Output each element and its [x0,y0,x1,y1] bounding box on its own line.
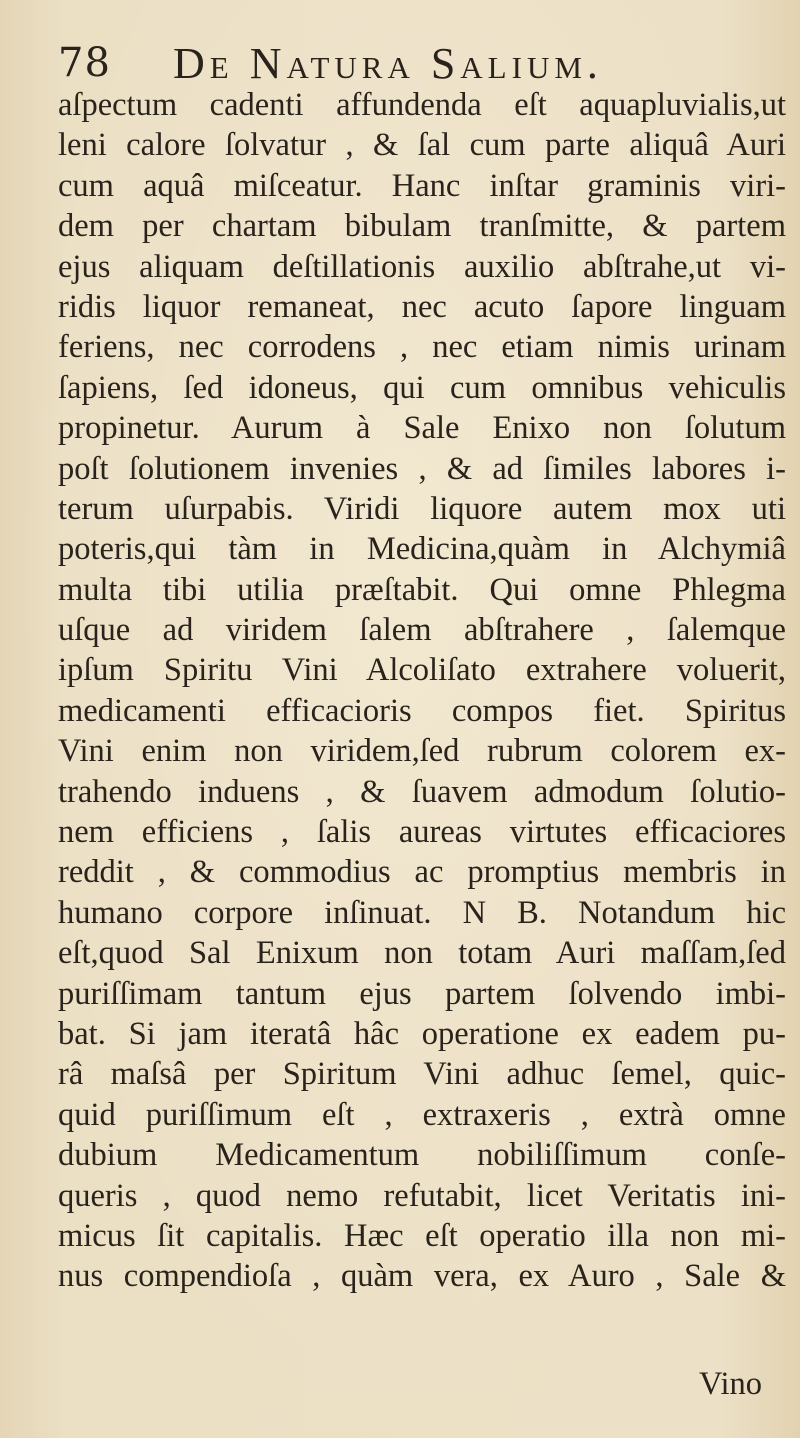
text-line: reddit , & commodius ac promptius membris in [58,854,786,891]
text-line: puriſſimam tantum ejus partem ſolvendo imbi- [58,975,786,1012]
text-line: medicamenti efficacioris compos fiet. Spiritus [58,692,786,729]
page-header [58,38,758,90]
text-line: terum uſurpabis. Viridi liquore autem mox uti [58,490,786,527]
text-line: Vini enim non viridem,ſed rubrum colorem ex- [58,733,786,770]
text-line: aſpectum cadenti affundenda eſt aquapluvialis,ut [58,87,786,123]
text-line: nus compendioſa , quàm vera, ex Auro , Sale & [58,1258,786,1295]
text-line: ipſum Spiritu Vini Alcoliſato extrahere voluerit, [58,652,786,689]
page-number: 78 [58,40,111,86]
text-line: nem efficiens , ſalis aureas virtutes efficaciores [58,814,786,851]
text-line: quid puriſſimum eſt , extraxeris , extrà omne [58,1096,786,1133]
running-head: De Natura Salium. [173,39,603,88]
text-line: dem per chartam bibulam tranſmitte, & partem [58,208,786,245]
text-line: râ maſsâ per Spiritum Vini adhuc ſemel, quic- [58,1056,786,1093]
text-line: humano corpore inſinuat. N B. Notandum hic [58,894,786,931]
catchword: Vino [699,1366,763,1402]
text-line: eſt,quod Sal Enixum non totam Auri maſſam,ſed [58,935,786,972]
text-line: trahendo induens , & ſuavem admodum ſolutio- [58,773,786,810]
text-line: ejus aliquam deſtillationis auxilio abſtrahe,ut vi- [58,248,786,285]
text-line: feriens, nec corrodens , nec etiam nimis urinam [58,329,786,366]
text-line: poteris,qui tàm in Medicina,quàm in Alchymiâ [58,531,786,568]
text-line: ſapiens, ſed idoneus, qui cum omnibus vehiculis [58,369,786,406]
text-line: micus ſit capitalis. Hæc eſt operatio illa non mi- [58,1217,786,1254]
text-line: poſt ſolutionem invenies , & ad ſimiles labores i- [58,450,786,487]
text-line: leni calore ſolvatur , & ſal cum parte aliquâ Auri [58,127,786,164]
text-line: cum aquâ miſceatur. Hanc inſtar graminis viri- [58,167,786,204]
text-line: ridis liquor remaneat, nec acuto ſapore linguam [58,288,786,325]
text-line: uſque ad viridem ſalem abſtrahere , ſalemque [58,612,786,649]
text-line: propinetur. Aurum à Sale Enixo non ſolutum [58,410,786,447]
text-line: dubium Medicamentum nobiliſſimum conſe- [58,1137,786,1174]
text-line: queris , quod nemo refutabit, licet Veritatis ini- [58,1177,786,1214]
body-text [58,85,788,1297]
text-line: bat. Si jam iteratâ hâc operatione ex eadem pu- [58,1015,786,1052]
text-line: multa tibi utilia præſtabit. Qui omne Phlegma [58,571,786,608]
